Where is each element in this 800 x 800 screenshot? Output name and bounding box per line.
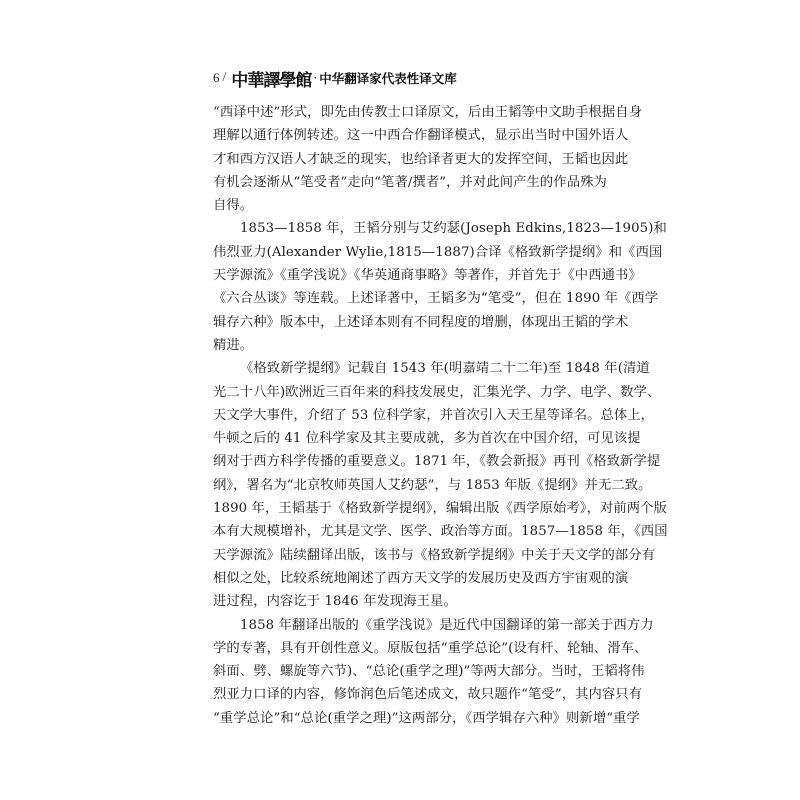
page-number: 6 — [213, 70, 220, 85]
text-line: “重学总论”和“总论(重学之理)”这两部分，《西学辑存六种》则新增“重学 — [213, 710, 640, 726]
series-logo: 中華譯學館 — [231, 70, 312, 91]
text-line: 1853—1858 年，王韬分别与艾约瑟(Joseph Edkins,1823—1905)和 — [240, 221, 667, 237]
text-line: 才和西方汉语人才缺乏的现实，也给译者更大的发挥空间，王韬也因此 — [213, 151, 629, 167]
text-line: 1890 年，王韬基于《格致新学提纲》，编辑出版《西学原始考》，对前两个版 — [213, 501, 667, 517]
text-line: 理解以通行体例转述。这一中西合作翻译模式，显示出当时中国外语人 — [213, 128, 629, 144]
text-line: 斜面、劈、螺旋等六节)、“总论(重学之理)”等两大部分。当时，王韬将伟 — [213, 664, 645, 680]
paragraph — [213, 614, 654, 730]
text-line: 1858 年翻译出版的《重学浅说》是近代中国翻译的第一部关于西方力 — [240, 617, 654, 633]
text-line: 天学源流》《重学浅说》《华英通商事略》等著作，并首先于《中西通书》 — [213, 268, 642, 284]
text-line: 精进。 — [213, 337, 254, 353]
text-line: 纲》，署名为“北京牧师英国人艾约瑟”，与 1853 年版《提纲》并无二致。 — [213, 477, 652, 493]
text-line: 烈亚力口译的内容，修饰润色后笔述成文，故只题作“笔受”，其内容只有 — [213, 687, 643, 703]
text-line: 进过程，内容讫于 1846 年发现海王星。 — [213, 594, 457, 610]
text-line: 相似之处，比较系统地阐述了西方天文学的发展历史及西方宇宙观的演 — [213, 570, 629, 586]
paragraph — [213, 357, 668, 613]
text-line: 本有大规模增补，尤其是文学、医学、政治等方面。1857—1858 年，《西国 — [213, 524, 668, 540]
text-line: 天学源流》陆续翻译出版，该书与《格致新学提纲》中关于天文学的部分有 — [213, 547, 656, 563]
header-dot: · — [313, 71, 318, 85]
series-title: 中华翻译家代表性译文库 — [319, 71, 457, 86]
text-line: 学的专著，具有开创性意义。原版包括“重学总论”(设有杆、轮轴、滑车、 — [213, 640, 648, 656]
text-line: 天文学大事件，介绍了 53 位科学家，并首次引入天王星等译名。总体上， — [213, 407, 655, 423]
text-line: 有机会逐渐从“笔受者”走向“笔著/撰者”，并对此间产生的作品殊为 — [213, 174, 607, 190]
header-separator: / — [222, 70, 227, 85]
text-line: 牛顿之后的 41 位科学家及其主要成就，多为首次在中国介绍，可见该提 — [213, 431, 641, 447]
text-line: 《六合丛谈》等连载。上述译著中，王韬多为“笔受”，但在 1890 年《西学 — [213, 291, 659, 307]
text-line: 自得。 — [213, 198, 254, 214]
text-line: 《格致新学提纲》记载自 1543 年(明嘉靖二十二年)至 1848 年(清道 — [240, 361, 650, 377]
text-line: 光二十八年)欧洲近三百年来的科技发展史，汇集光学、力学、电学、数学、 — [213, 384, 661, 400]
text-line: 辑存六种》版本中，上述译本则有不同程度的增删，体现出王韬的学术 — [213, 314, 629, 330]
text-line: “西译中述”形式，即先由传教士口译原文，后由王韬等中文助手根据自身 — [213, 105, 643, 120]
text-line: 伟烈亚力(Alexander Wylie,1815—1887)合译《格致新学提纲》和《西国 — [213, 244, 663, 260]
text-line: 纲对于西方科学传播的重要意义。1871 年，《教会新报》再刊《格致新学提 — [213, 454, 661, 470]
body-text — [213, 101, 668, 730]
running-header — [213, 66, 457, 90]
paragraph — [213, 217, 667, 357]
paragraph — [213, 101, 643, 217]
